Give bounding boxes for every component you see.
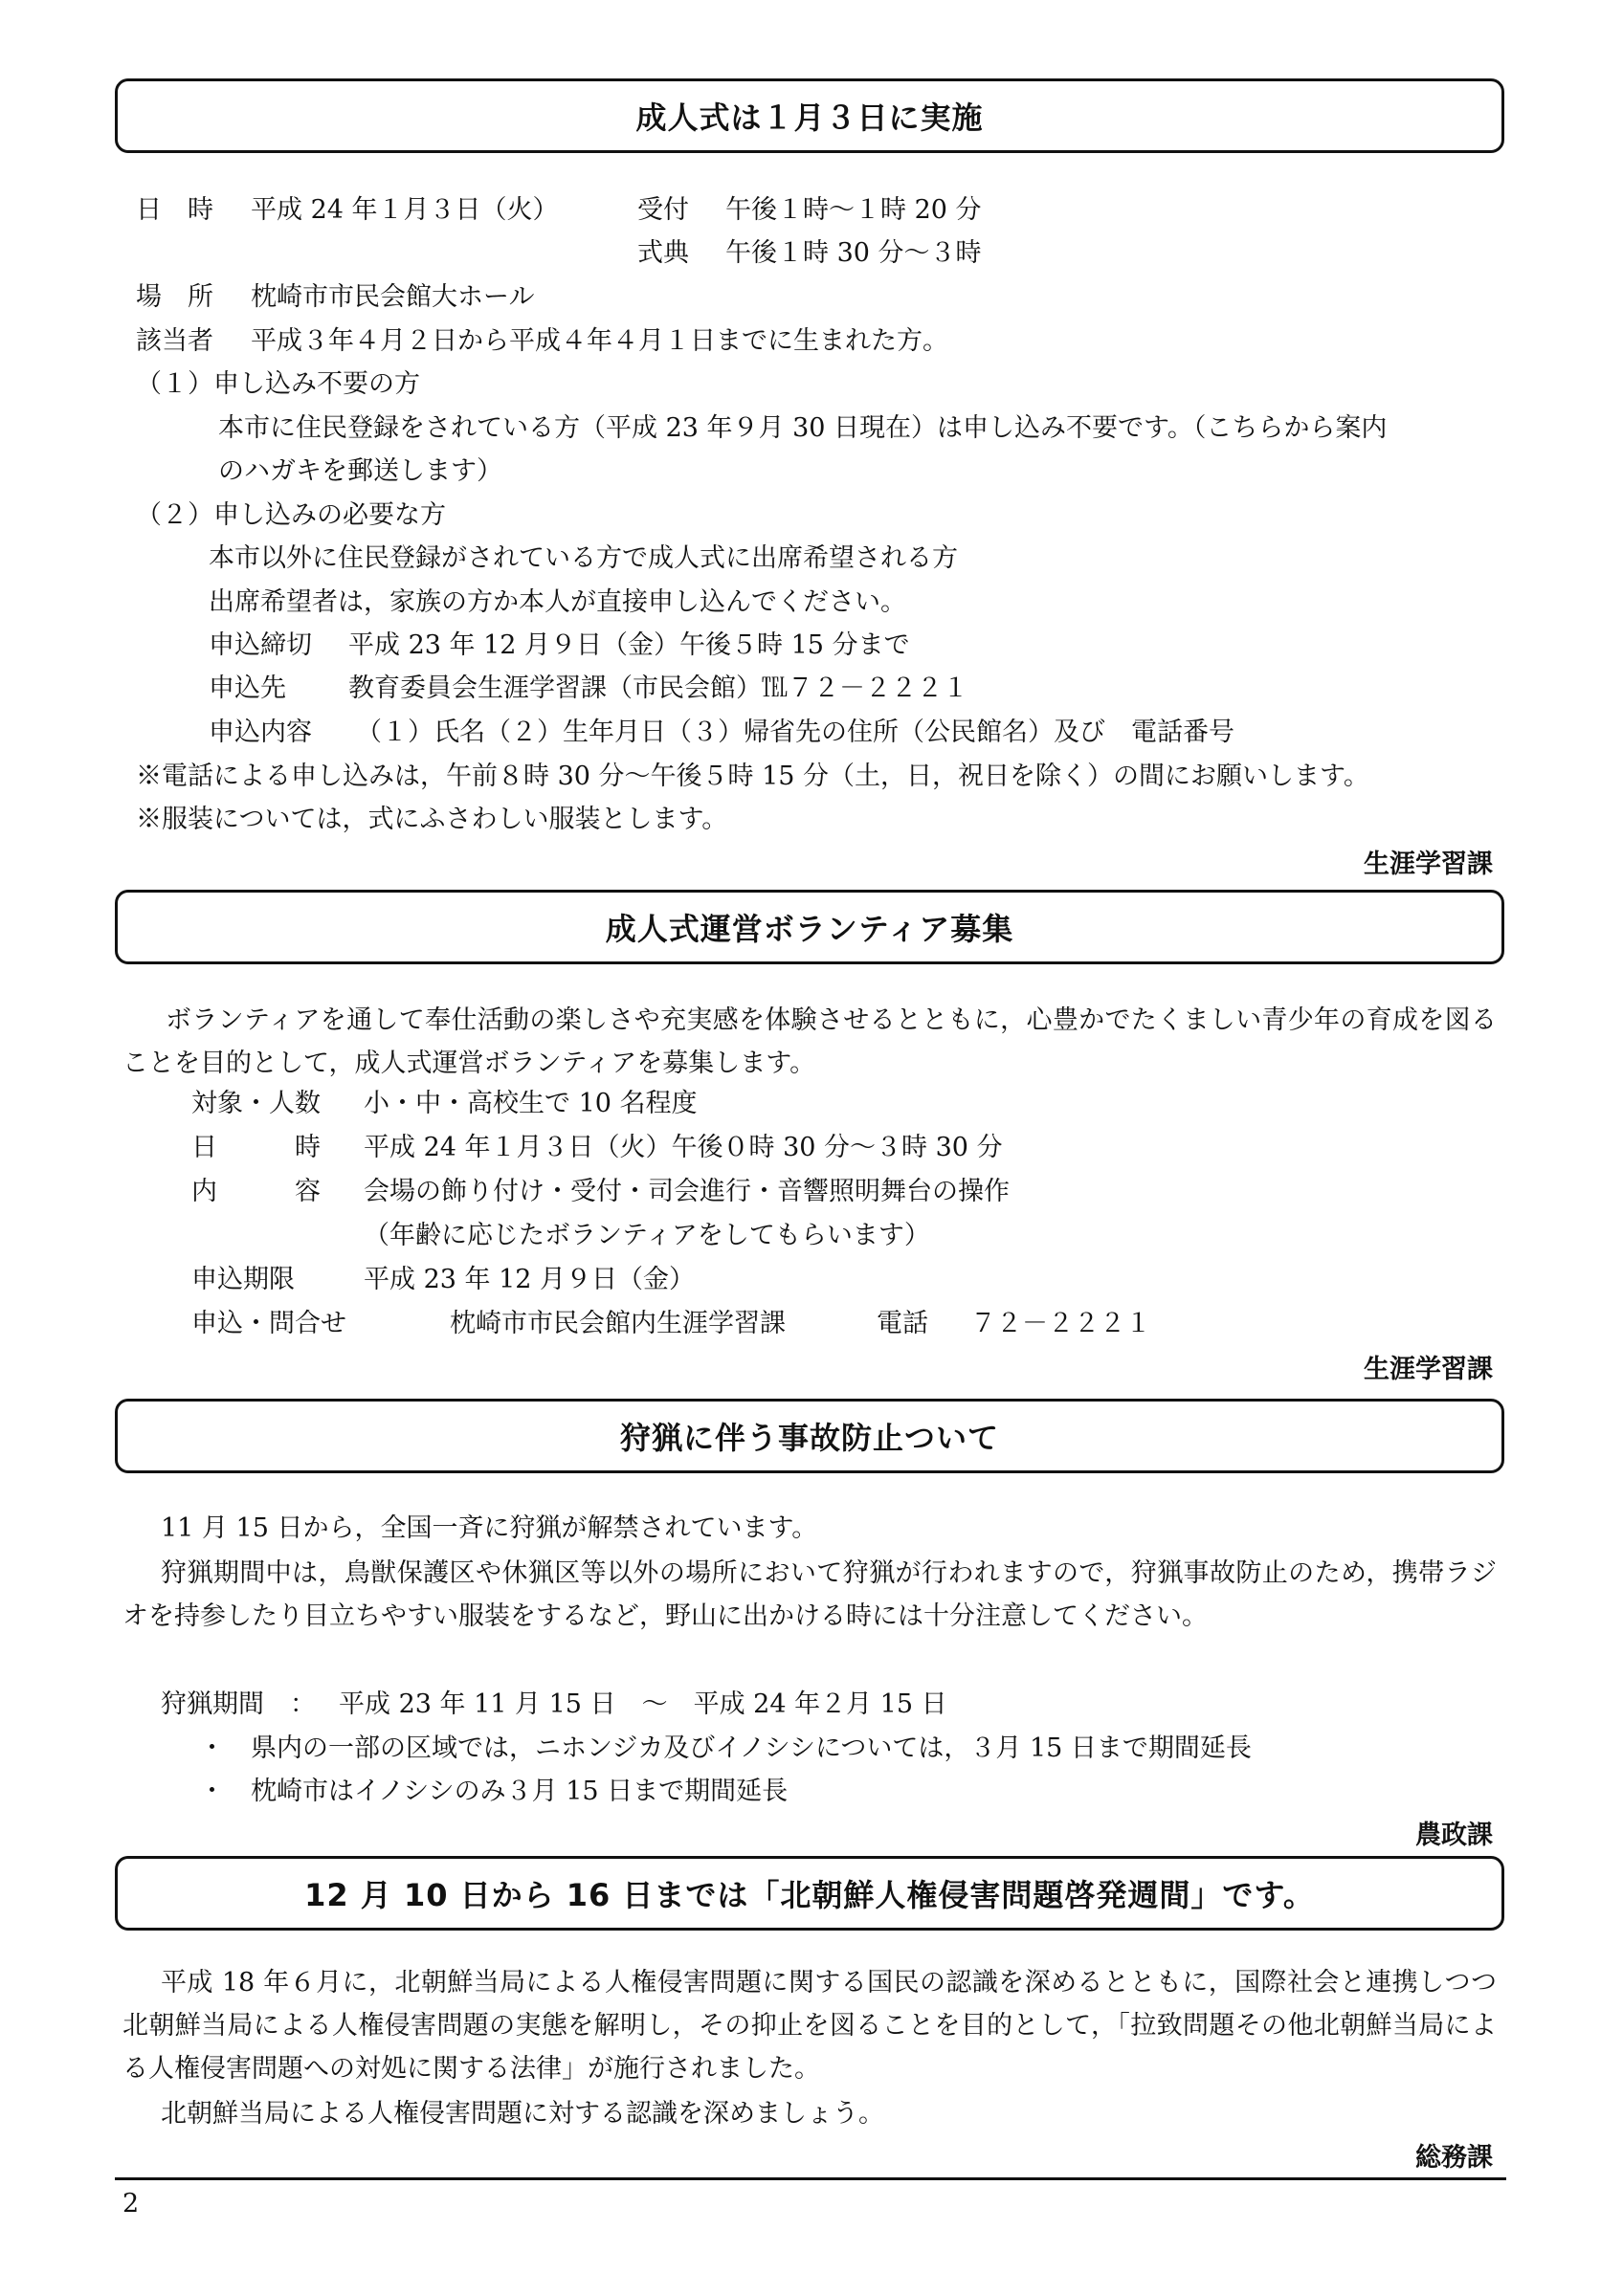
- north-korea-para-2: 北朝鮮当局による人権侵害問題に対する認識を深めましょう。: [161, 2099, 884, 2129]
- department-label: 総務課: [1415, 2143, 1493, 2173]
- target-label: 対象・人数: [191, 1089, 321, 1118]
- dress-note: ※服装については，式にふさわしい服装とします。: [136, 805, 728, 834]
- volunteer-content-label: 内 容: [191, 1177, 321, 1206]
- destination-value: 教育委員会生涯学習課（市民会館）℡７２－２２２１: [348, 673, 968, 703]
- hunting-period-label: 狩猟期間 ：: [161, 1689, 316, 1719]
- reception-value: 午後１時～１時 20 分: [725, 195, 982, 225]
- section-title-volunteer: 成人式運営ボランティア募集: [115, 890, 1504, 964]
- datetime-label: 日 時: [136, 195, 213, 225]
- volunteer-deadline-label: 申込期限: [191, 1265, 295, 1294]
- section-title-hunting: 狩猟に伴う事故防止ついて: [115, 1399, 1504, 1473]
- hunting-bullet-1: 県内の一部の区域では，ニホンジカ及びイノシシについては，３月 15 日まで期間延長: [251, 1733, 1252, 1763]
- contact-value: 枕崎市市民会館内生涯学習課: [450, 1309, 786, 1338]
- place-value: 枕崎市市民会館大ホール: [251, 282, 535, 312]
- bullet-icon: ・: [199, 1777, 225, 1806]
- bottom-rule: [115, 2177, 1506, 2180]
- application-content-label: 申込内容: [209, 718, 312, 747]
- hunting-para-1: 11 月 15 日から，全国一斉に狩猟が解禁されています。: [161, 1513, 818, 1543]
- page-number: 2: [122, 2189, 140, 2219]
- datetime-value: 平成 24 年１月３日（火）: [251, 195, 559, 225]
- contact-phone-value: ７２－２２２１: [970, 1309, 1151, 1338]
- volunteer-datetime-value: 平成 24 年１月３日（火）午後０時 30 分～３時 30 分: [364, 1133, 1003, 1162]
- section-title-coming-of-age: 成人式は１月３日に実施: [115, 78, 1504, 153]
- item1-text-cont: のハガキを郵送します）: [218, 456, 502, 486]
- department-label: 農政課: [1415, 1821, 1493, 1850]
- contact-phone-label: 電話: [877, 1309, 928, 1338]
- destination-label: 申込先: [209, 673, 286, 703]
- volunteer-content-value: 会場の飾り付け・受付・司会進行・音響照明舞台の操作: [364, 1177, 1010, 1206]
- item1-heading: （１）申し込み不要の方: [136, 369, 420, 399]
- reception-label: 受付: [637, 195, 689, 225]
- eligible-label: 該当者: [136, 326, 213, 356]
- item1-text: 本市に住民登録をされている方（平成 23 年９月 30 日現在）は申し込み不要です。（こちらから案内: [218, 413, 1388, 443]
- item2-line2: 出席希望者は，家族の方か本人が直接申し込んでください。: [209, 587, 906, 617]
- contact-label: 申込・問合せ: [191, 1309, 346, 1338]
- section-title-north-korea-week: 12 月 10 日から 16 日までは「北朝鮮人権侵害問題啓発週間」です。: [115, 1856, 1504, 1931]
- department-label: 生涯学習課: [1364, 1355, 1493, 1384]
- phone-note: ※電話による申し込みは，午前８時 30 分～午後５時 15 分（土，日，祝日を除く）の間にお願いします。: [136, 762, 1369, 791]
- north-korea-para-1: 平成 18 年６月に，北朝鮮当局による人権侵害問題に関する国民の認識を深めるとともに，国際社会と連携しつつ北朝鮮当局による人権侵害問題の実態を解明し，その抑止を図ることを目的として，「拉致問題その他北朝鮮当局による人権侵害問題への対処に関する法律」が施行されました。: [122, 1968, 1497, 2084]
- volunteer-deadline-value: 平成 23 年 12 月９日（金）: [364, 1265, 696, 1294]
- hunting-para-2: 狩猟期間中は，鳥獣保護区や休猟区等以外の場所において狩猟が行われますので，狩猟事故防止のため，携帯ラジオを持参したり目立ちやすい服装をするなど，野山に出かける時には十分注意してください。: [122, 1558, 1497, 1631]
- place-label: 場 所: [136, 282, 213, 312]
- department-label: 生涯学習課: [1364, 850, 1493, 879]
- ceremony-label: 式典: [637, 238, 689, 268]
- eligible-value: 平成３年４月２日から平成４年４月１日までに生まれた方。: [251, 326, 948, 356]
- volunteer-intro: ボランティアを通して奉仕活動の楽しさや充実感を体験させるとともに，心豊かでたくましい青少年の育成を図ることを目的として，成人式運営ボランティアを募集します。: [122, 1005, 1497, 1078]
- target-value: 小・中・高校生で 10 名程度: [364, 1089, 698, 1118]
- application-content-value: （１）氏名（２）生年月日（３）帰省先の住所（公民館名）及び 電話番号: [356, 718, 1234, 747]
- deadline-label: 申込締切: [209, 630, 312, 660]
- deadline-value: 平成 23 年 12 月９日（金）午後５時 15 分まで: [348, 630, 910, 660]
- bullet-icon: ・: [199, 1733, 225, 1763]
- ceremony-value: 午後１時 30 分～３時: [725, 238, 982, 268]
- hunting-bullet-2: 枕崎市はイノシシのみ３月 15 日まで期間延長: [251, 1777, 789, 1806]
- hunting-period-value: 平成 23 年 11 月 15 日 ～ 平成 24 年２月 15 日: [339, 1689, 947, 1719]
- item2-line1: 本市以外に住民登録がされている方で成人式に出席希望される方: [209, 543, 958, 573]
- volunteer-datetime-label: 日 時: [191, 1133, 321, 1162]
- item2-heading: （２）申し込みの必要な方: [136, 500, 446, 530]
- volunteer-content-note: （年齢に応じたボランティアをしてもらいます）: [364, 1221, 930, 1250]
